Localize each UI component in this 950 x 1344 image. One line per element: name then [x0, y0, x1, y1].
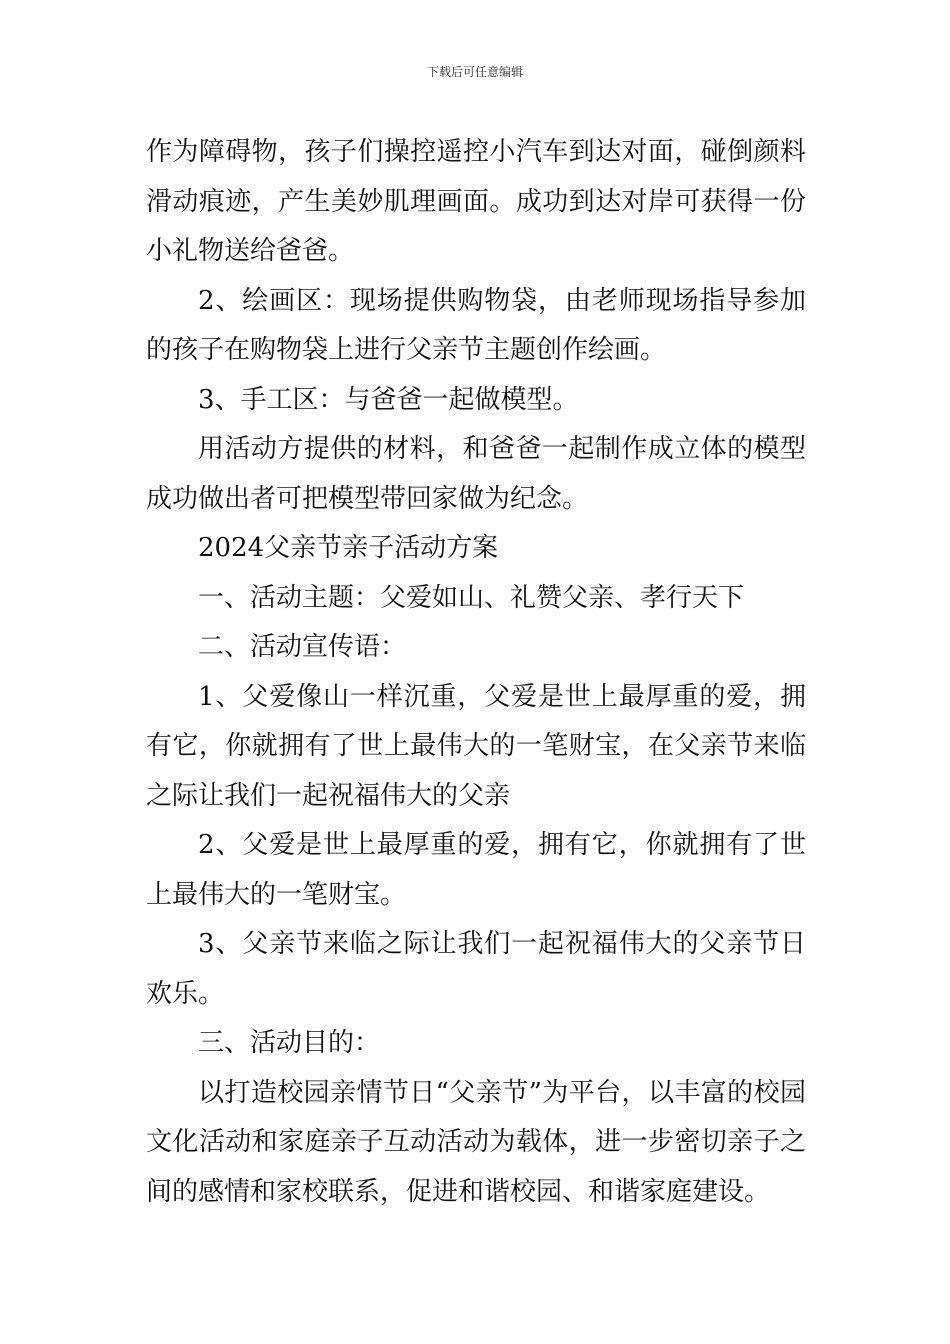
paragraph-4: 用活动方提供的材料，和爸爸一起制作成立体的模型成功做出者可把模型带回家做为纪念。 — [146, 434, 806, 514]
page-header: 下载后可任意编辑 — [426, 65, 523, 79]
paragraph-slogan-2: 2、父爱是世上最厚重的爱，拥有它，你就拥有了世上最伟大的一笔财宝。 — [146, 830, 806, 910]
paragraph-3: 3、手工区：与爸爸一起做模型。 — [198, 384, 579, 415]
paragraph-theme: 一、活动主题：父爱如山、礼赞父亲、孝行天下 — [198, 582, 745, 613]
paragraph-purpose-heading: 三、活动目的： — [198, 1028, 381, 1058]
paragraph-slogan-1: 1、父爱像山一样沉重，父爱是世上最厚重的爱，拥有它，你就拥有了世上最伟大的一笔财宝，在父亲节来临之际让我们一起祝福伟大的父亲 — [146, 681, 806, 811]
paragraph-slogan-heading: 二、活动宣传语： — [198, 632, 407, 662]
paragraph-1: 作为障碍物，孩子们操控遥控小汽车到达对面，碰倒颜料滑动痕迹，产生美妙肌理画面。成功到达对岸可获得一份小礼物送给爸爸。 — [146, 137, 806, 266]
paragraph-purpose: 以打造校园亲情节日“父亲节”为平台，以丰富的校园文化活动和家庭亲子互动活动为载体，进一步密切亲子之间的感情和家校联系，促进和谐校园、和谐家庭建设。 — [146, 1077, 806, 1207]
paragraph-slogan-3: 3、父亲节来临之际让我们一起祝福伟大的父亲节日欢乐。 — [146, 929, 806, 1009]
paragraph-2: 2、绘画区：现场提供购物袋，由老师现场指导参加的孩子在购物袋上进行父亲节主题创作绘画。 — [146, 285, 806, 365]
section-title: 2024父亲节亲子活动方案 — [198, 533, 499, 563]
document-body — [146, 128, 806, 1217]
